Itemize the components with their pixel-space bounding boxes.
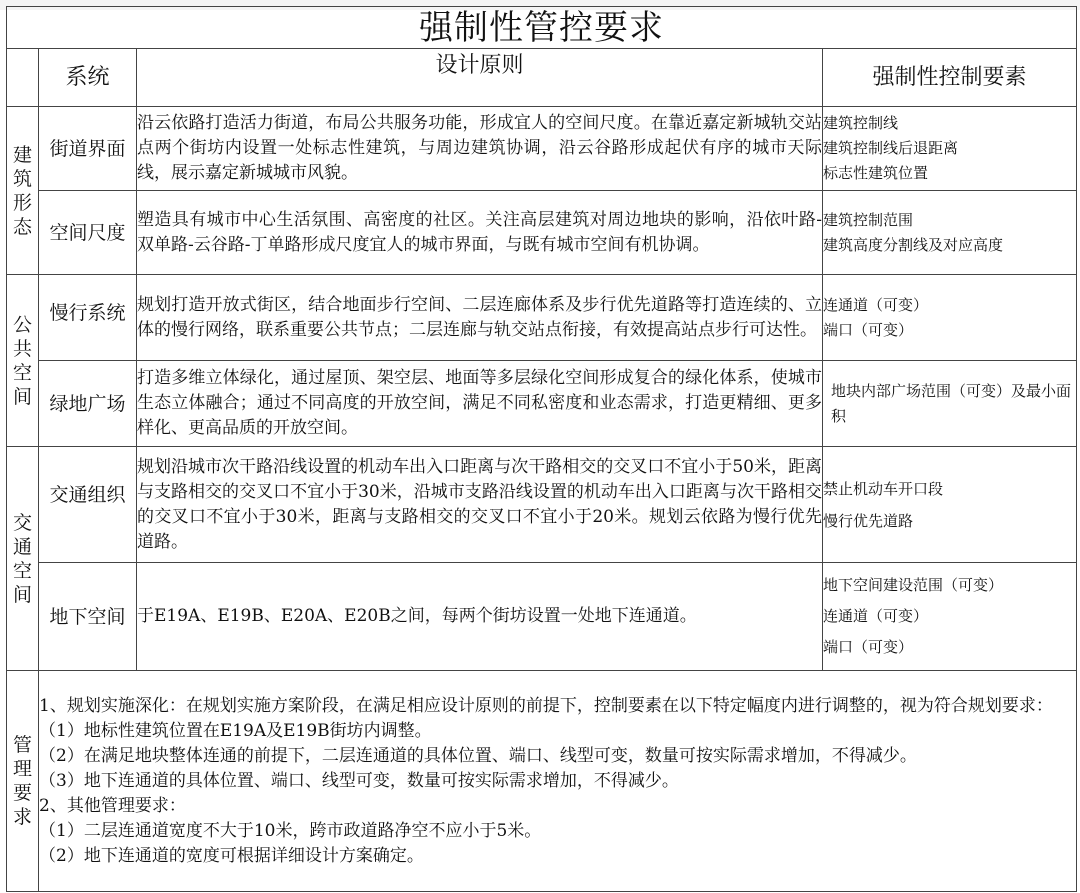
table-title: 强制性管控要求 [7, 7, 1077, 49]
header-blank-cell [7, 49, 39, 107]
group-label-public-space: 公 共 空 间 [7, 275, 39, 447]
principle-green-plaza: 打造多维立体绿化，通过屋顶、架空层、地面等多层绿化空间形成复合的绿化体系，使城市生态立体融合；通过不同高度的开放空间，满足不同私密度和业态需求，打造更精细、更多样化、更高品质的开放空间。 [137, 361, 823, 447]
table-row [7, 275, 1077, 361]
group-label-management: 管 理 要 求 [7, 671, 39, 892]
group-label-building-form: 建 筑 形 态 [7, 107, 39, 275]
header-elements: 强制性控制要素 [823, 49, 1077, 107]
system-slow-traffic: 慢行系统 [39, 275, 137, 361]
table-row [7, 447, 1077, 563]
elements-traffic-organization: 禁止机动车开口段 慢行优先道路 [823, 447, 1077, 563]
system-traffic-organization: 交通组织 [39, 447, 137, 563]
system-street-interface: 街道界面 [39, 107, 137, 191]
elements-green-plaza: 地块内部广场范围（可变）及最小面积 [823, 361, 1077, 447]
table-row [7, 671, 1077, 892]
system-spatial-scale: 空间尺度 [39, 191, 137, 275]
header-system: 系统 [39, 49, 137, 107]
control-requirements-table [6, 6, 1077, 892]
table-row [7, 107, 1077, 191]
table-row [7, 361, 1077, 447]
group-label-traffic-space: 交 通 空 间 [7, 447, 39, 671]
principle-underground-space: 于E19A、E19B、E20A、E20B之间，每两个街坊设置一处地下连通道。 [137, 563, 823, 671]
system-underground-space: 地下空间 [39, 563, 137, 671]
elements-street-interface: 建筑控制线 建筑控制线后退距离 标志性建筑位置 [823, 107, 1077, 191]
principle-traffic-organization: 规划沿城市次干路沿线设置的机动车出入口距离与次干路相交的交叉口不宜小于50米，距离与支路相交的交叉口不宜小于30米，沿城市支路沿线设置的机动车出入口距离与次干路相交的交叉口不宜小于30米，距离与支路相交的交叉口不宜小于20米。规划云依路为慢行优先道路。 [137, 447, 823, 563]
principle-street-interface: 沿云依路打造活力街道，布局公共服务功能，形成宜人的空间尺度。在靠近嘉定新城轨交站点两个街坊内设置一处标志性建筑，与周边建筑协调，沿云谷路形成起伏有序的城市天际线，展示嘉定新城城市风貌。 [137, 107, 823, 191]
principle-spatial-scale: 塑造具有城市中心生活氛围、高密度的社区。关注高层建筑对周边地块的影响，沿依叶路-双单路-云谷路-丁单路形成尺度宜人的城市界面，与既有城市空间有机协调。 [137, 191, 823, 275]
principle-slow-traffic: 规划打造开放式街区，结合地面步行空间、二层连廊体系及步行优先道路等打造连续的、立体的慢行网络，联系重要公共节点；二层连廊与轨交站点衔接，有效提高站点步行可达性。 [137, 275, 823, 361]
elements-underground-space: 地下空间建设范围（可变） 连通道（可变） 端口（可变） [823, 563, 1077, 671]
management-requirements: 1、规划实施深化：在规划实施方案阶段，在满足相应设计原则的前提下，控制要素在以下特定幅度内进行调整的，视为符合规划要求： （1）地标性建筑位置在E19A及E19B街坊内调整。 （2）在满足地块整体连通的前提下，二层连通道的具体位置、端口、线型可变，数量可按实际需求增加，不得减少。 （3）地下连通道的具体位置、端口、线型可变，数量可按实际需求增加，不得减少。 2、其他管理要求： （1）二层连通道宽度不大于10米，跨市政道路净空不应小于5米。 （2）地下连通道的宽度可根据详细设计方案确定。 [39, 671, 1077, 892]
elements-slow-traffic: 连通道（可变） 端口（可变） [823, 275, 1077, 361]
elements-spatial-scale: 建筑控制范围 建筑高度分割线及对应高度 [823, 191, 1077, 275]
table-row [7, 191, 1077, 275]
header-principle: 设计原则 [137, 49, 823, 107]
table-row [7, 563, 1077, 671]
system-green-plaza: 绿地广场 [39, 361, 137, 447]
